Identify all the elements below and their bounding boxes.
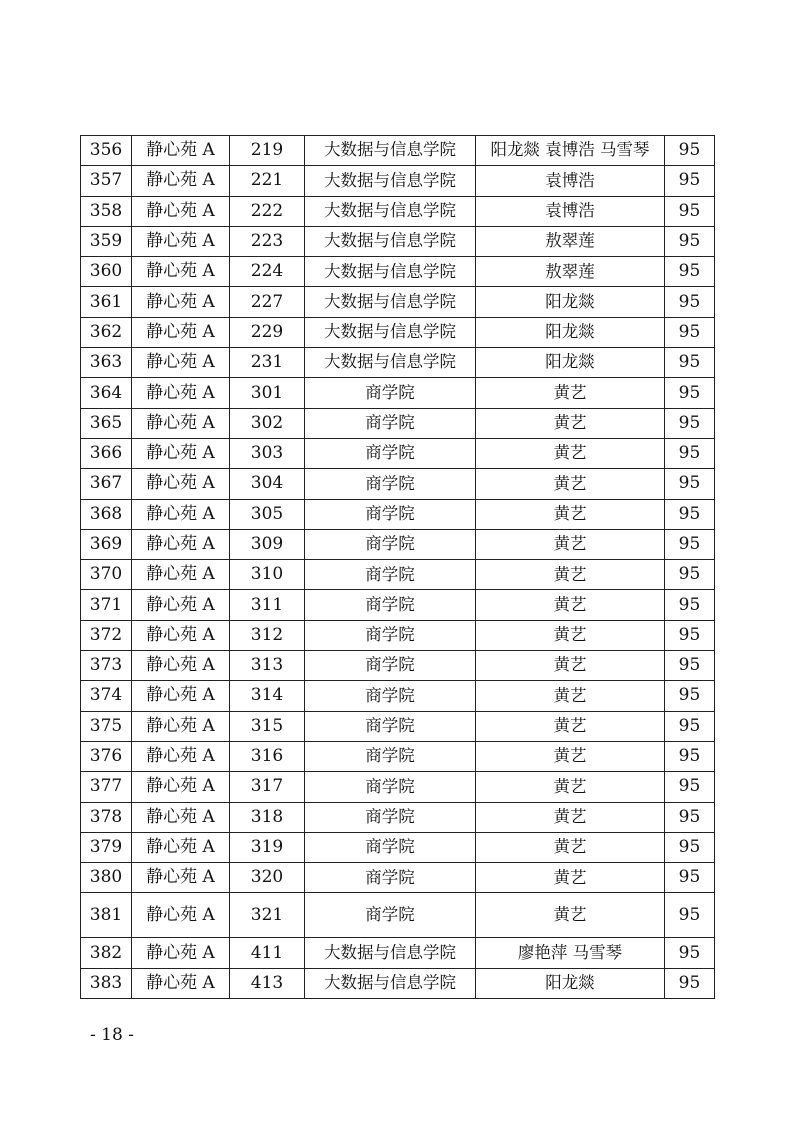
room-number-cell: 222 — [230, 196, 305, 226]
building-cell: 静心苑 A — [132, 802, 230, 832]
building-cell: 静心苑 A — [132, 317, 230, 347]
row-number-cell: 365 — [81, 408, 132, 438]
row-number-cell: 369 — [81, 529, 132, 559]
table-row — [81, 438, 715, 468]
inspector-cell: 黄艺 — [476, 499, 665, 529]
college-cell: 商学院 — [305, 832, 476, 862]
page-number: - 18 - — [90, 1025, 134, 1045]
score-cell: 95 — [665, 620, 715, 650]
inspector-cell: 黄艺 — [476, 378, 665, 408]
room-number-cell: 219 — [230, 136, 305, 166]
building-cell: 静心苑 A — [132, 741, 230, 771]
college-cell: 大数据与信息学院 — [305, 136, 476, 166]
table-row — [81, 317, 715, 347]
score-cell: 95 — [665, 348, 715, 378]
score-cell: 95 — [665, 651, 715, 681]
inspector-cell: 黄艺 — [476, 893, 665, 938]
table-row — [81, 287, 715, 317]
building-cell: 静心苑 A — [132, 681, 230, 711]
room-number-cell: 311 — [230, 590, 305, 620]
inspector-cell: 阳龙燚 — [476, 348, 665, 378]
inspector-cell: 黄艺 — [476, 529, 665, 559]
room-number-cell: 316 — [230, 741, 305, 771]
room-number-cell: 313 — [230, 651, 305, 681]
college-cell: 商学院 — [305, 438, 476, 468]
score-cell: 95 — [665, 832, 715, 862]
score-cell: 95 — [665, 863, 715, 893]
score-cell: 95 — [665, 802, 715, 832]
building-cell: 静心苑 A — [132, 832, 230, 862]
score-cell: 95 — [665, 560, 715, 590]
building-cell: 静心苑 A — [132, 620, 230, 650]
score-cell: 95 — [665, 590, 715, 620]
inspector-cell: 黄艺 — [476, 590, 665, 620]
room-number-cell: 229 — [230, 317, 305, 347]
inspector-cell: 敖翠莲 — [476, 226, 665, 256]
building-cell: 静心苑 A — [132, 772, 230, 802]
room-number-cell: 224 — [230, 257, 305, 287]
building-cell: 静心苑 A — [132, 257, 230, 287]
building-cell: 静心苑 A — [132, 863, 230, 893]
score-cell: 95 — [665, 529, 715, 559]
college-cell: 大数据与信息学院 — [305, 166, 476, 196]
row-number-cell: 360 — [81, 257, 132, 287]
row-number-cell: 376 — [81, 741, 132, 771]
inspector-cell: 袁博浩 — [476, 166, 665, 196]
college-cell: 商学院 — [305, 772, 476, 802]
score-cell: 95 — [665, 711, 715, 741]
college-cell: 大数据与信息学院 — [305, 226, 476, 256]
table-row — [81, 681, 715, 711]
table-row — [81, 226, 715, 256]
room-number-cell: 314 — [230, 681, 305, 711]
room-number-cell: 320 — [230, 863, 305, 893]
score-cell: 95 — [665, 893, 715, 938]
inspector-cell: 黄艺 — [476, 711, 665, 741]
room-number-cell: 321 — [230, 893, 305, 938]
row-number-cell: 381 — [81, 893, 132, 938]
inspector-cell: 阳龙燚 袁博浩 马雪琴 — [476, 136, 665, 166]
row-number-cell: 372 — [81, 620, 132, 650]
building-cell: 静心苑 A — [132, 711, 230, 741]
inspector-cell: 黄艺 — [476, 741, 665, 771]
row-number-cell: 378 — [81, 802, 132, 832]
row-number-cell: 377 — [81, 772, 132, 802]
room-number-cell: 411 — [230, 938, 305, 968]
building-cell: 静心苑 A — [132, 438, 230, 468]
table-row — [81, 560, 715, 590]
score-cell: 95 — [665, 226, 715, 256]
college-cell: 商学院 — [305, 378, 476, 408]
score-cell: 95 — [665, 257, 715, 287]
table-row — [81, 711, 715, 741]
row-number-cell: 371 — [81, 590, 132, 620]
score-cell: 95 — [665, 469, 715, 499]
room-number-cell: 304 — [230, 469, 305, 499]
building-cell: 静心苑 A — [132, 136, 230, 166]
room-number-cell: 223 — [230, 226, 305, 256]
inspector-cell: 阳龙燚 — [476, 317, 665, 347]
college-cell: 商学院 — [305, 499, 476, 529]
inspector-cell: 黄艺 — [476, 620, 665, 650]
score-cell: 95 — [665, 741, 715, 771]
college-cell: 商学院 — [305, 711, 476, 741]
row-number-cell: 364 — [81, 378, 132, 408]
room-number-cell: 302 — [230, 408, 305, 438]
row-number-cell: 356 — [81, 136, 132, 166]
room-number-cell: 227 — [230, 287, 305, 317]
building-cell: 静心苑 A — [132, 166, 230, 196]
table-row — [81, 741, 715, 771]
room-number-cell: 221 — [230, 166, 305, 196]
inspector-cell: 阳龙燚 — [476, 968, 665, 998]
inspector-cell: 黄艺 — [476, 681, 665, 711]
room-number-cell: 310 — [230, 560, 305, 590]
score-cell: 95 — [665, 968, 715, 998]
row-number-cell: 357 — [81, 166, 132, 196]
inspector-cell: 黄艺 — [476, 560, 665, 590]
table-row — [81, 378, 715, 408]
college-cell: 商学院 — [305, 620, 476, 650]
score-cell: 95 — [665, 938, 715, 968]
college-cell: 商学院 — [305, 681, 476, 711]
score-cell: 95 — [665, 287, 715, 317]
building-cell: 静心苑 A — [132, 378, 230, 408]
college-cell: 大数据与信息学院 — [305, 196, 476, 226]
building-cell: 静心苑 A — [132, 408, 230, 438]
score-cell: 95 — [665, 499, 715, 529]
room-number-cell: 305 — [230, 499, 305, 529]
building-cell: 静心苑 A — [132, 590, 230, 620]
table-row — [81, 499, 715, 529]
table-row — [81, 166, 715, 196]
inspector-cell: 黄艺 — [476, 832, 665, 862]
table-row — [81, 136, 715, 166]
room-number-cell: 319 — [230, 832, 305, 862]
table-row — [81, 529, 715, 559]
row-number-cell: 375 — [81, 711, 132, 741]
table-body — [81, 136, 715, 999]
row-number-cell: 373 — [81, 651, 132, 681]
row-number-cell: 367 — [81, 469, 132, 499]
room-number-cell: 315 — [230, 711, 305, 741]
row-number-cell: 361 — [81, 287, 132, 317]
row-number-cell: 359 — [81, 226, 132, 256]
table-row — [81, 772, 715, 802]
row-number-cell: 363 — [81, 348, 132, 378]
room-number-cell: 318 — [230, 802, 305, 832]
score-cell: 95 — [665, 196, 715, 226]
room-number-cell: 317 — [230, 772, 305, 802]
row-number-cell: 358 — [81, 196, 132, 226]
score-cell: 95 — [665, 317, 715, 347]
table-row — [81, 802, 715, 832]
building-cell: 静心苑 A — [132, 968, 230, 998]
inspector-cell: 黄艺 — [476, 408, 665, 438]
table-row — [81, 408, 715, 438]
row-number-cell: 380 — [81, 863, 132, 893]
table-row — [81, 257, 715, 287]
row-number-cell: 382 — [81, 938, 132, 968]
room-number-cell: 309 — [230, 529, 305, 559]
score-cell: 95 — [665, 438, 715, 468]
row-number-cell: 368 — [81, 499, 132, 529]
college-cell: 商学院 — [305, 893, 476, 938]
college-cell: 大数据与信息学院 — [305, 317, 476, 347]
inspector-cell: 袁博浩 — [476, 196, 665, 226]
college-cell: 大数据与信息学院 — [305, 968, 476, 998]
building-cell: 静心苑 A — [132, 196, 230, 226]
room-number-cell: 301 — [230, 378, 305, 408]
inspector-cell: 敖翠莲 — [476, 257, 665, 287]
college-cell: 商学院 — [305, 651, 476, 681]
building-cell: 静心苑 A — [132, 529, 230, 559]
inspector-cell: 黄艺 — [476, 772, 665, 802]
table-row — [81, 938, 715, 968]
score-cell: 95 — [665, 408, 715, 438]
college-cell: 商学院 — [305, 469, 476, 499]
table-row — [81, 893, 715, 938]
row-number-cell: 370 — [81, 560, 132, 590]
table-row — [81, 590, 715, 620]
inspector-cell: 黄艺 — [476, 802, 665, 832]
inspector-cell: 黄艺 — [476, 469, 665, 499]
college-cell: 商学院 — [305, 408, 476, 438]
row-number-cell: 374 — [81, 681, 132, 711]
college-cell: 大数据与信息学院 — [305, 348, 476, 378]
row-number-cell: 362 — [81, 317, 132, 347]
score-cell: 95 — [665, 681, 715, 711]
building-cell: 静心苑 A — [132, 499, 230, 529]
room-number-cell: 312 — [230, 620, 305, 650]
row-number-cell: 383 — [81, 968, 132, 998]
dormitory-score-table — [80, 135, 715, 999]
table-row — [81, 196, 715, 226]
college-cell: 大数据与信息学院 — [305, 287, 476, 317]
college-cell: 商学院 — [305, 802, 476, 832]
row-number-cell: 379 — [81, 832, 132, 862]
inspector-cell: 黄艺 — [476, 651, 665, 681]
building-cell: 静心苑 A — [132, 560, 230, 590]
room-number-cell: 303 — [230, 438, 305, 468]
college-cell: 大数据与信息学院 — [305, 257, 476, 287]
room-number-cell: 231 — [230, 348, 305, 378]
score-cell: 95 — [665, 378, 715, 408]
college-cell: 商学院 — [305, 529, 476, 559]
inspector-cell: 阳龙燚 — [476, 287, 665, 317]
table-row — [81, 968, 715, 998]
college-cell: 大数据与信息学院 — [305, 938, 476, 968]
table-row — [81, 832, 715, 862]
score-cell: 95 — [665, 772, 715, 802]
college-cell: 商学院 — [305, 863, 476, 893]
college-cell: 商学院 — [305, 741, 476, 771]
building-cell: 静心苑 A — [132, 287, 230, 317]
table-row — [81, 863, 715, 893]
inspector-cell: 廖艳萍 马雪琴 — [476, 938, 665, 968]
room-number-cell: 413 — [230, 968, 305, 998]
building-cell: 静心苑 A — [132, 893, 230, 938]
building-cell: 静心苑 A — [132, 469, 230, 499]
building-cell: 静心苑 A — [132, 938, 230, 968]
table-row — [81, 651, 715, 681]
table-row — [81, 348, 715, 378]
building-cell: 静心苑 A — [132, 226, 230, 256]
building-cell: 静心苑 A — [132, 651, 230, 681]
score-cell: 95 — [665, 166, 715, 196]
building-cell: 静心苑 A — [132, 348, 230, 378]
college-cell: 商学院 — [305, 560, 476, 590]
table-row — [81, 620, 715, 650]
inspector-cell: 黄艺 — [476, 438, 665, 468]
row-number-cell: 366 — [81, 438, 132, 468]
score-cell: 95 — [665, 136, 715, 166]
table-row — [81, 469, 715, 499]
college-cell: 商学院 — [305, 590, 476, 620]
inspector-cell: 黄艺 — [476, 863, 665, 893]
